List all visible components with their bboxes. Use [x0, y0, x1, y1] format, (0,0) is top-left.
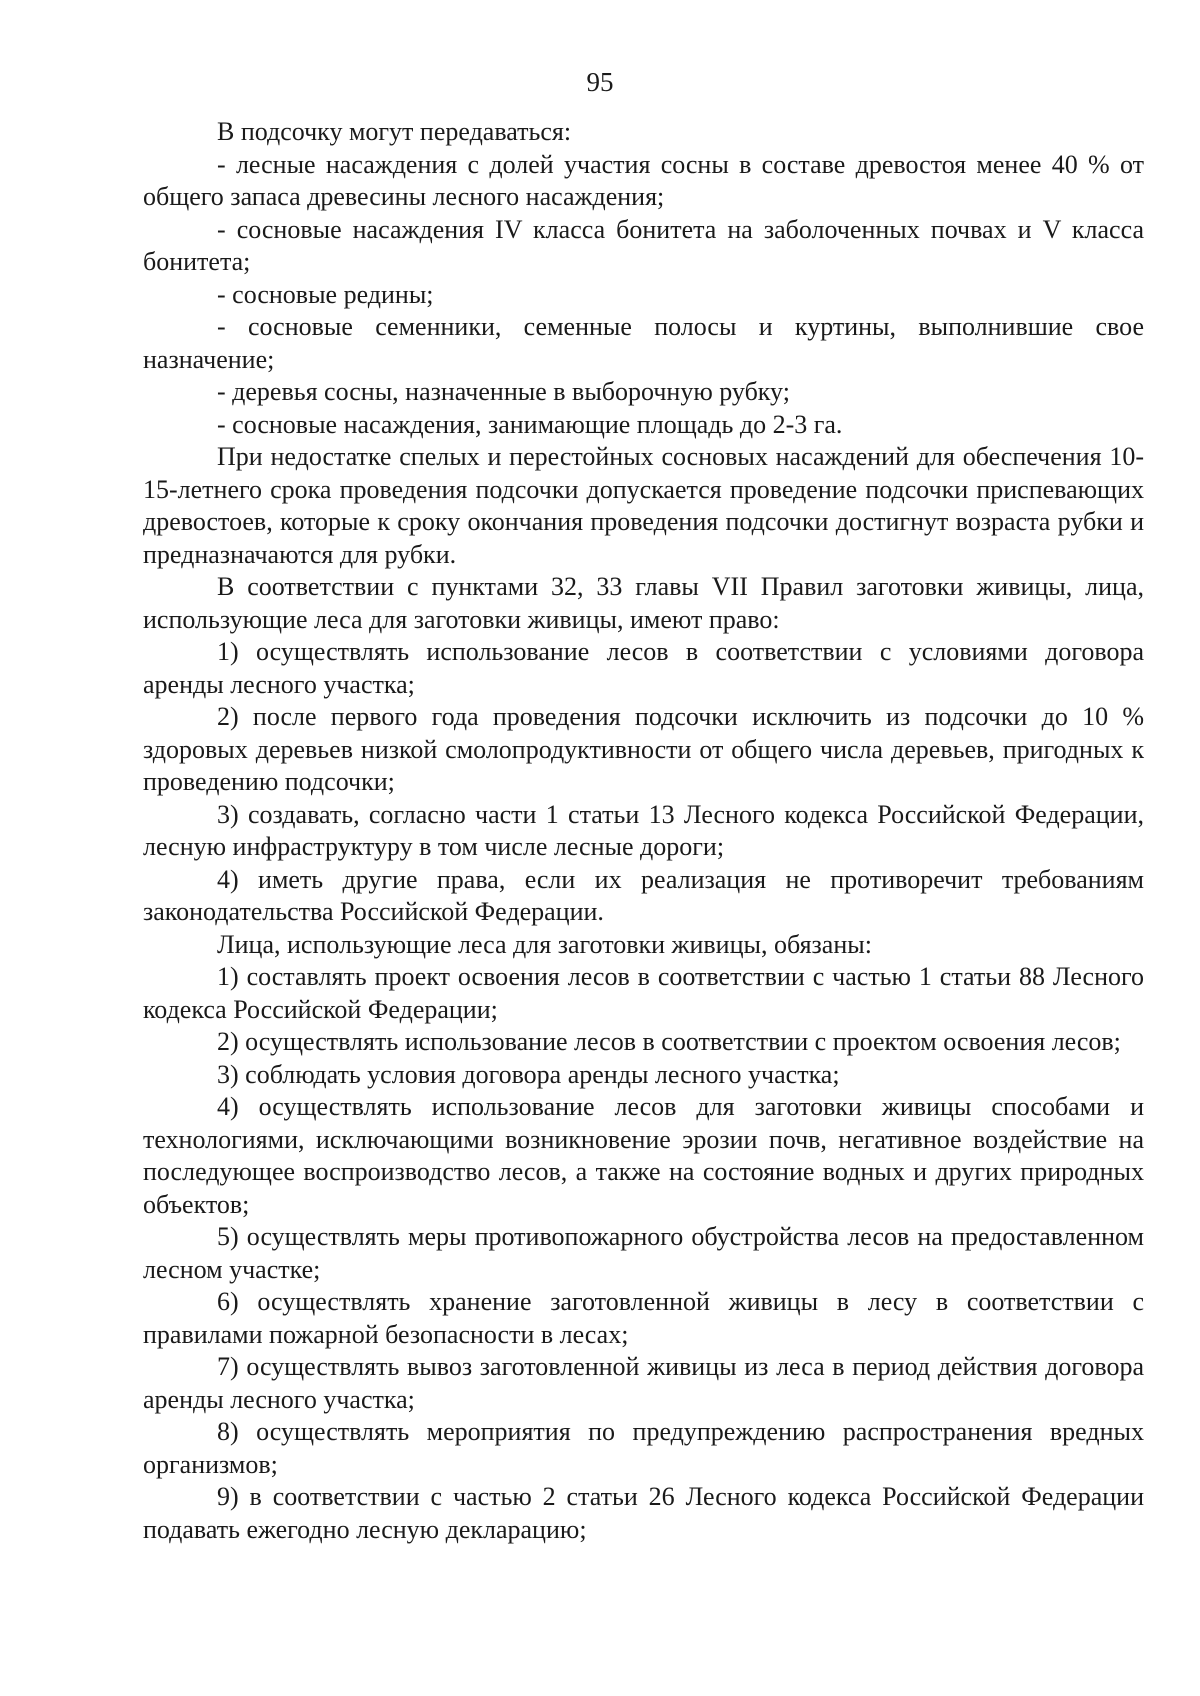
list-item: - сосновые семенники, семенные полосы и куртины, выполнившие свое назначение; [143, 312, 1144, 374]
obligations-list-item: 4) осуществлять использование лесов для заготовки живицы способами и технологиями, исключающими возникновение эрозии почв, негативное воздействие на последующее воспроизводство лесов, а также на состояние водных и других природных объектов; [143, 1092, 1144, 1219]
paragraph-rights-intro: В соответствии с пунктами 32, 33 главы VII Правил заготовки живицы, лица, использующие леса для заготовки живицы, имеют право: [143, 572, 1144, 634]
page-number: 95 [586, 67, 614, 97]
list-item: - сосновые насаждения IV класса бонитета на заболоченных почвах и V класса бонитета; [143, 214, 1144, 276]
obligations-list-item: 3) соблюдать условия договора аренды лесного участка; [217, 1059, 840, 1089]
obligations-list-item: 2) осуществлять использование лесов в соответствии с проектом освоения лесов; [217, 1027, 1121, 1056]
rights-list-item: 2) после первого года проведения подсочки исключить из подсочки до 10 % здоровых деревьев низкой смолопродуктивности от общего числа деревьев, пригодных к проведению подсочки; [143, 702, 1144, 796]
document-body [143, 116, 1144, 1546]
list-item: - сосновые редины; [217, 279, 434, 309]
paragraph-obligations-intro: Лица, использующие леса для заготовки живицы, обязаны: [217, 929, 872, 959]
list-item: - сосновые насаждения, занимающие площадь до 2-3 га. [217, 409, 843, 439]
rights-list-item: 3) создавать, согласно части 1 статьи 13 Лесного кодекса Российской Федерации, лесную инфраструктуру в том числе лесные дороги; [143, 799, 1144, 861]
obligations-list-item: 8) осуществлять мероприятия по предупреждению распространения вредных организмов; [143, 1417, 1144, 1479]
rights-list-item: 1) осуществлять использование лесов в соответствии с условиями договора аренды лесного участка; [143, 637, 1144, 699]
obligations-list-item: 1) составлять проект освоения лесов в соответствии с частью 1 статьи 88 Лесного кодекса Российской Федерации; [143, 962, 1144, 1024]
obligations-list-item: 7) осуществлять вывоз заготовленной живицы из леса в период действия договора аренды лесного участка; [143, 1352, 1144, 1414]
obligations-list-item: 5) осуществлять меры противопожарного обустройства лесов на предоставленном лесном участке; [143, 1222, 1144, 1284]
list-item: - лесные насаждения с долей участия сосны в составе древостоя менее 40 % от общего запаса древесины лесного насаждения; [143, 149, 1144, 211]
paragraph-intro: В подсочку могут передаваться: [217, 117, 572, 146]
paragraph: При недостатке спелых и перестойных сосновых насаждений для обеспечения 10-15-летнего срока проведения подсочки допускается проведение подсочки приспевающих древостоев, которые к сроку окончания проведения подсочки достигнут возраста рубки и предназначаются для рубки. [143, 442, 1144, 569]
obligations-list-item: 9) в соответствии с частью 2 статьи 26 Лесного кодекса Российской Федерации подавать ежегодно лесную декларацию; [143, 1482, 1144, 1544]
list-item: - деревья сосны, назначенные в выборочную рубку; [217, 377, 790, 406]
rights-list-item: 4) иметь другие права, если их реализация не противоречит требованиям законодательства Российской Федерации. [143, 864, 1144, 926]
obligations-list-item: 6) осуществлять хранение заготовленной живицы в лесу в соответствии с правилами пожарной безопасности в лесах; [143, 1287, 1144, 1349]
